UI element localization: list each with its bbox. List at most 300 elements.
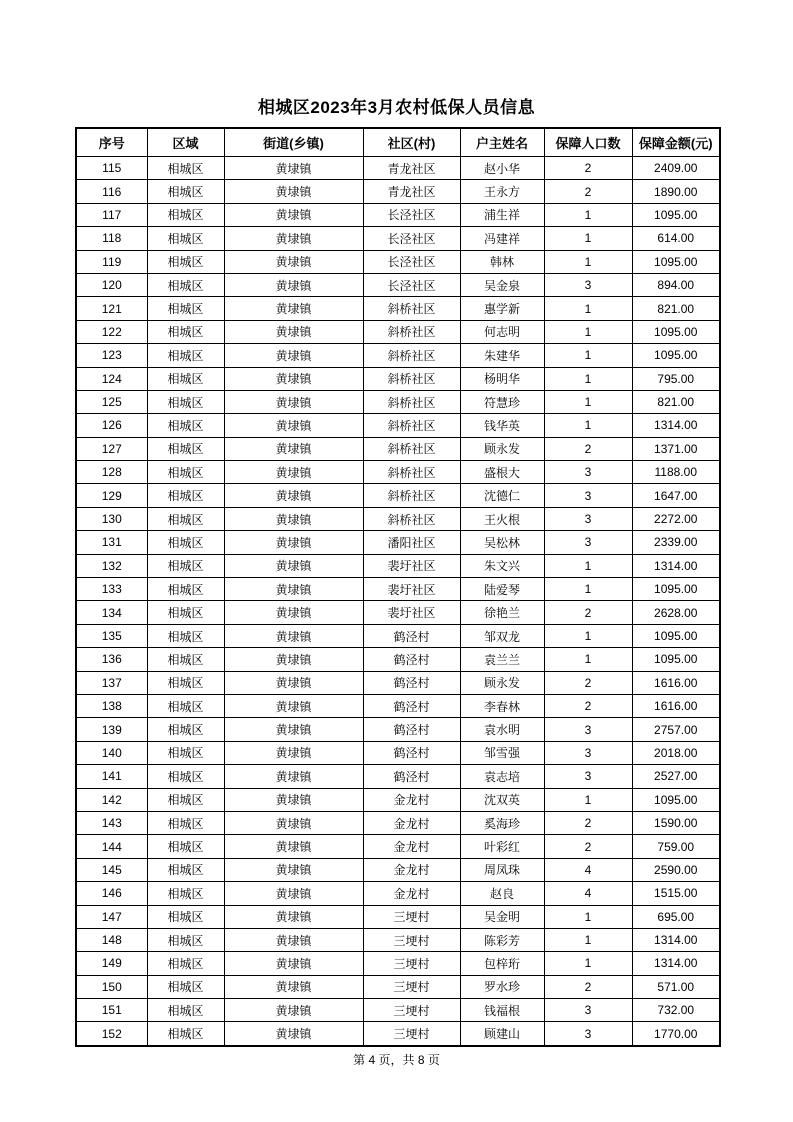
cell-village: 三埂村 bbox=[363, 928, 460, 951]
cell-village: 三埂村 bbox=[363, 905, 460, 928]
cell-village: 斜桥社区 bbox=[363, 344, 460, 367]
cell-town: 黄埭镇 bbox=[224, 578, 363, 601]
cell-region: 相城区 bbox=[147, 367, 224, 390]
cell-town: 黄埭镇 bbox=[224, 999, 363, 1022]
cell-amount: 1095.00 bbox=[632, 250, 720, 273]
cell-householder: 盛根大 bbox=[460, 461, 544, 484]
cell-householder: 沈双英 bbox=[460, 788, 544, 811]
cell-population: 1 bbox=[544, 390, 632, 413]
cell-seq: 121 bbox=[76, 297, 147, 320]
cell-town: 黄埭镇 bbox=[224, 273, 363, 296]
cell-region: 相城区 bbox=[147, 624, 224, 647]
cell-village: 鹤泾村 bbox=[363, 694, 460, 717]
cell-population: 2 bbox=[544, 180, 632, 203]
cell-amount: 1095.00 bbox=[632, 788, 720, 811]
cell-village: 斜桥社区 bbox=[363, 507, 460, 530]
cell-village: 金龙村 bbox=[363, 788, 460, 811]
cell-seq: 134 bbox=[76, 601, 147, 624]
cell-seq: 123 bbox=[76, 344, 147, 367]
table-row bbox=[76, 765, 720, 788]
cell-town: 黄埭镇 bbox=[224, 975, 363, 998]
cell-seq: 124 bbox=[76, 367, 147, 390]
cell-population: 3 bbox=[544, 741, 632, 764]
table-row bbox=[76, 835, 720, 858]
cell-seq: 140 bbox=[76, 741, 147, 764]
cell-region: 相城区 bbox=[147, 390, 224, 413]
cell-householder: 韩林 bbox=[460, 250, 544, 273]
cell-householder: 朱文兴 bbox=[460, 554, 544, 577]
cell-region: 相城区 bbox=[147, 835, 224, 858]
cell-village: 三埂村 bbox=[363, 975, 460, 998]
cell-town: 黄埭镇 bbox=[224, 227, 363, 250]
cell-amount: 1770.00 bbox=[632, 1022, 720, 1046]
table-row bbox=[76, 227, 720, 250]
cell-householder: 奚海珍 bbox=[460, 811, 544, 834]
cell-seq: 143 bbox=[76, 811, 147, 834]
cell-village: 裴圩社区 bbox=[363, 578, 460, 601]
cell-amount: 821.00 bbox=[632, 297, 720, 320]
cell-seq: 127 bbox=[76, 437, 147, 460]
table-row bbox=[76, 811, 720, 834]
cell-region: 相城区 bbox=[147, 414, 224, 437]
cell-amount: 1616.00 bbox=[632, 671, 720, 694]
cell-population: 3 bbox=[544, 999, 632, 1022]
cell-seq: 142 bbox=[76, 788, 147, 811]
cell-amount: 1188.00 bbox=[632, 461, 720, 484]
cell-village: 鹤泾村 bbox=[363, 765, 460, 788]
cell-region: 相城区 bbox=[147, 531, 224, 554]
cell-amount: 1590.00 bbox=[632, 811, 720, 834]
cell-region: 相城区 bbox=[147, 461, 224, 484]
cell-seq: 119 bbox=[76, 250, 147, 273]
column-header-population: 保障人口数 bbox=[544, 128, 632, 157]
cell-amount: 614.00 bbox=[632, 227, 720, 250]
cell-population: 4 bbox=[544, 858, 632, 881]
cell-town: 黄埭镇 bbox=[224, 367, 363, 390]
cell-region: 相城区 bbox=[147, 554, 224, 577]
cell-village: 斜桥社区 bbox=[363, 297, 460, 320]
cell-amount: 1095.00 bbox=[632, 648, 720, 671]
cell-population: 3 bbox=[544, 765, 632, 788]
cell-region: 相城区 bbox=[147, 999, 224, 1022]
cell-village: 鹤泾村 bbox=[363, 648, 460, 671]
cell-village: 长泾社区 bbox=[363, 250, 460, 273]
cell-village: 长泾社区 bbox=[363, 273, 460, 296]
table-row bbox=[76, 297, 720, 320]
table-header-row bbox=[76, 128, 720, 157]
cell-seq: 145 bbox=[76, 858, 147, 881]
cell-town: 黄埭镇 bbox=[224, 344, 363, 367]
cell-population: 3 bbox=[544, 1022, 632, 1046]
cell-seq: 129 bbox=[76, 484, 147, 507]
cell-village: 斜桥社区 bbox=[363, 414, 460, 437]
cell-householder: 沈德仁 bbox=[460, 484, 544, 507]
cell-region: 相城区 bbox=[147, 858, 224, 881]
cell-town: 黄埭镇 bbox=[224, 437, 363, 460]
cell-population: 1 bbox=[544, 554, 632, 577]
cell-amount: 1647.00 bbox=[632, 484, 720, 507]
cell-town: 黄埭镇 bbox=[224, 741, 363, 764]
cell-population: 3 bbox=[544, 507, 632, 530]
cell-region: 相城区 bbox=[147, 157, 224, 180]
cell-town: 黄埭镇 bbox=[224, 765, 363, 788]
cell-amount: 1515.00 bbox=[632, 882, 720, 905]
cell-village: 潘阳社区 bbox=[363, 531, 460, 554]
column-header-amount: 保障金额(元) bbox=[632, 128, 720, 157]
cell-town: 黄埭镇 bbox=[224, 531, 363, 554]
cell-population: 2 bbox=[544, 157, 632, 180]
cell-householder: 冯建祥 bbox=[460, 227, 544, 250]
cell-seq: 144 bbox=[76, 835, 147, 858]
cell-town: 黄埭镇 bbox=[224, 507, 363, 530]
table-row bbox=[76, 578, 720, 601]
cell-town: 黄埭镇 bbox=[224, 905, 363, 928]
cell-population: 3 bbox=[544, 531, 632, 554]
cell-seq: 133 bbox=[76, 578, 147, 601]
table-row bbox=[76, 461, 720, 484]
cell-village: 金龙村 bbox=[363, 858, 460, 881]
cell-town: 黄埭镇 bbox=[224, 694, 363, 717]
cell-town: 黄埭镇 bbox=[224, 320, 363, 343]
cell-seq: 147 bbox=[76, 905, 147, 928]
cell-amount: 821.00 bbox=[632, 390, 720, 413]
table-row bbox=[76, 531, 720, 554]
cell-seq: 126 bbox=[76, 414, 147, 437]
cell-population: 2 bbox=[544, 671, 632, 694]
table-row bbox=[76, 694, 720, 717]
cell-householder: 袁兰兰 bbox=[460, 648, 544, 671]
column-header-village: 社区(村) bbox=[363, 128, 460, 157]
table-body bbox=[76, 157, 720, 1046]
cell-seq: 146 bbox=[76, 882, 147, 905]
cell-region: 相城区 bbox=[147, 203, 224, 226]
cell-village: 青龙社区 bbox=[363, 157, 460, 180]
table-row bbox=[76, 437, 720, 460]
table-row bbox=[76, 882, 720, 905]
column-header-householder: 户主姓名 bbox=[460, 128, 544, 157]
cell-amount: 2590.00 bbox=[632, 858, 720, 881]
cell-amount: 1095.00 bbox=[632, 624, 720, 647]
table-row bbox=[76, 999, 720, 1022]
cell-village: 青龙社区 bbox=[363, 180, 460, 203]
cell-village: 长泾社区 bbox=[363, 203, 460, 226]
cell-village: 斜桥社区 bbox=[363, 461, 460, 484]
cell-town: 黄埭镇 bbox=[224, 952, 363, 975]
cell-town: 黄埭镇 bbox=[224, 1022, 363, 1046]
cell-village: 斜桥社区 bbox=[363, 390, 460, 413]
table-row bbox=[76, 928, 720, 951]
cell-householder: 邹雪强 bbox=[460, 741, 544, 764]
cell-town: 黄埭镇 bbox=[224, 250, 363, 273]
cell-seq: 131 bbox=[76, 531, 147, 554]
cell-population: 1 bbox=[544, 320, 632, 343]
cell-seq: 122 bbox=[76, 320, 147, 343]
cell-region: 相城区 bbox=[147, 741, 224, 764]
cell-village: 金龙村 bbox=[363, 882, 460, 905]
cell-seq: 116 bbox=[76, 180, 147, 203]
table-row bbox=[76, 367, 720, 390]
cell-region: 相城区 bbox=[147, 952, 224, 975]
table-row bbox=[76, 320, 720, 343]
cell-amount: 2757.00 bbox=[632, 718, 720, 741]
cell-householder: 袁水明 bbox=[460, 718, 544, 741]
cell-region: 相城区 bbox=[147, 905, 224, 928]
cell-amount: 2272.00 bbox=[632, 507, 720, 530]
cell-population: 4 bbox=[544, 882, 632, 905]
cell-amount: 2409.00 bbox=[632, 157, 720, 180]
cell-householder: 赵良 bbox=[460, 882, 544, 905]
cell-village: 金龙村 bbox=[363, 835, 460, 858]
cell-region: 相城区 bbox=[147, 180, 224, 203]
cell-village: 斜桥社区 bbox=[363, 484, 460, 507]
cell-region: 相城区 bbox=[147, 975, 224, 998]
welfare-table bbox=[75, 127, 721, 1047]
cell-seq: 152 bbox=[76, 1022, 147, 1046]
cell-population: 1 bbox=[544, 297, 632, 320]
cell-town: 黄埭镇 bbox=[224, 928, 363, 951]
cell-seq: 115 bbox=[76, 157, 147, 180]
cell-village: 三埂村 bbox=[363, 952, 460, 975]
cell-seq: 151 bbox=[76, 999, 147, 1022]
cell-village: 鹤泾村 bbox=[363, 718, 460, 741]
cell-region: 相城区 bbox=[147, 601, 224, 624]
cell-amount: 732.00 bbox=[632, 999, 720, 1022]
table-row bbox=[76, 624, 720, 647]
cell-householder: 朱建华 bbox=[460, 344, 544, 367]
cell-amount: 571.00 bbox=[632, 975, 720, 998]
cell-town: 黄埭镇 bbox=[224, 180, 363, 203]
cell-seq: 135 bbox=[76, 624, 147, 647]
cell-region: 相城区 bbox=[147, 273, 224, 296]
cell-population: 2 bbox=[544, 811, 632, 834]
cell-village: 斜桥社区 bbox=[363, 437, 460, 460]
table-row bbox=[76, 484, 720, 507]
cell-seq: 117 bbox=[76, 203, 147, 226]
cell-region: 相城区 bbox=[147, 250, 224, 273]
cell-region: 相城区 bbox=[147, 297, 224, 320]
cell-householder: 顾建山 bbox=[460, 1022, 544, 1046]
table-row bbox=[76, 718, 720, 741]
cell-householder: 袁志培 bbox=[460, 765, 544, 788]
cell-amount: 1890.00 bbox=[632, 180, 720, 203]
cell-village: 斜桥社区 bbox=[363, 320, 460, 343]
cell-village: 裴圩社区 bbox=[363, 554, 460, 577]
cell-seq: 141 bbox=[76, 765, 147, 788]
column-header-town: 街道(乡镇) bbox=[224, 128, 363, 157]
table-row bbox=[76, 180, 720, 203]
cell-amount: 2339.00 bbox=[632, 531, 720, 554]
cell-householder: 吴松林 bbox=[460, 531, 544, 554]
cell-seq: 128 bbox=[76, 461, 147, 484]
cell-region: 相城区 bbox=[147, 788, 224, 811]
cell-region: 相城区 bbox=[147, 344, 224, 367]
cell-amount: 1314.00 bbox=[632, 928, 720, 951]
cell-population: 1 bbox=[544, 624, 632, 647]
cell-amount: 1314.00 bbox=[632, 414, 720, 437]
cell-householder: 惠学新 bbox=[460, 297, 544, 320]
cell-householder: 吴金泉 bbox=[460, 273, 544, 296]
cell-amount: 1616.00 bbox=[632, 694, 720, 717]
cell-population: 2 bbox=[544, 835, 632, 858]
cell-region: 相城区 bbox=[147, 320, 224, 343]
cell-region: 相城区 bbox=[147, 882, 224, 905]
page-number: 第 4 页，共 8 页 bbox=[353, 1053, 440, 1067]
cell-amount: 1095.00 bbox=[632, 203, 720, 226]
table-row bbox=[76, 905, 720, 928]
cell-town: 黄埭镇 bbox=[224, 882, 363, 905]
table-row bbox=[76, 157, 720, 180]
cell-amount: 1314.00 bbox=[632, 554, 720, 577]
table-row bbox=[76, 952, 720, 975]
cell-householder: 罗水珍 bbox=[460, 975, 544, 998]
cell-amount: 1095.00 bbox=[632, 578, 720, 601]
cell-householder: 杨明华 bbox=[460, 367, 544, 390]
cell-householder: 符慧珍 bbox=[460, 390, 544, 413]
cell-town: 黄埭镇 bbox=[224, 484, 363, 507]
cell-householder: 李春林 bbox=[460, 694, 544, 717]
table-row bbox=[76, 741, 720, 764]
table-row bbox=[76, 344, 720, 367]
cell-householder: 包梓珩 bbox=[460, 952, 544, 975]
cell-seq: 149 bbox=[76, 952, 147, 975]
cell-village: 三埂村 bbox=[363, 1022, 460, 1046]
cell-seq: 139 bbox=[76, 718, 147, 741]
cell-region: 相城区 bbox=[147, 227, 224, 250]
cell-population: 1 bbox=[544, 367, 632, 390]
cell-amount: 759.00 bbox=[632, 835, 720, 858]
cell-region: 相城区 bbox=[147, 928, 224, 951]
cell-population: 1 bbox=[544, 952, 632, 975]
cell-region: 相城区 bbox=[147, 648, 224, 671]
cell-village: 裴圩社区 bbox=[363, 601, 460, 624]
cell-population: 3 bbox=[544, 718, 632, 741]
cell-village: 金龙村 bbox=[363, 811, 460, 834]
cell-householder: 陈彩芳 bbox=[460, 928, 544, 951]
cell-town: 黄埭镇 bbox=[224, 624, 363, 647]
cell-region: 相城区 bbox=[147, 507, 224, 530]
table-row bbox=[76, 975, 720, 998]
cell-population: 3 bbox=[544, 461, 632, 484]
cell-village: 长泾社区 bbox=[363, 227, 460, 250]
cell-town: 黄埭镇 bbox=[224, 858, 363, 881]
cell-town: 黄埭镇 bbox=[224, 788, 363, 811]
cell-householder: 钱福根 bbox=[460, 999, 544, 1022]
cell-seq: 118 bbox=[76, 227, 147, 250]
cell-householder: 顾永发 bbox=[460, 671, 544, 694]
cell-amount: 1371.00 bbox=[632, 437, 720, 460]
cell-town: 黄埭镇 bbox=[224, 718, 363, 741]
cell-region: 相城区 bbox=[147, 811, 224, 834]
cell-householder: 钱华英 bbox=[460, 414, 544, 437]
table-header bbox=[76, 128, 720, 157]
cell-seq: 136 bbox=[76, 648, 147, 671]
cell-population: 1 bbox=[544, 344, 632, 367]
table-row bbox=[76, 250, 720, 273]
cell-householder: 赵小华 bbox=[460, 157, 544, 180]
cell-region: 相城区 bbox=[147, 765, 224, 788]
cell-region: 相城区 bbox=[147, 671, 224, 694]
table-row bbox=[76, 390, 720, 413]
cell-town: 黄埭镇 bbox=[224, 554, 363, 577]
cell-amount: 1095.00 bbox=[632, 320, 720, 343]
cell-seq: 132 bbox=[76, 554, 147, 577]
cell-population: 1 bbox=[544, 250, 632, 273]
cell-seq: 130 bbox=[76, 507, 147, 530]
cell-householder: 王火根 bbox=[460, 507, 544, 530]
cell-region: 相城区 bbox=[147, 694, 224, 717]
cell-amount: 2018.00 bbox=[632, 741, 720, 764]
cell-seq: 125 bbox=[76, 390, 147, 413]
cell-seq: 150 bbox=[76, 975, 147, 998]
cell-amount: 2527.00 bbox=[632, 765, 720, 788]
table-row bbox=[76, 671, 720, 694]
cell-population: 3 bbox=[544, 484, 632, 507]
cell-population: 2 bbox=[544, 437, 632, 460]
column-header-seq: 序号 bbox=[76, 128, 147, 157]
table-row bbox=[76, 1022, 720, 1046]
cell-householder: 浦生祥 bbox=[460, 203, 544, 226]
cell-village: 斜桥社区 bbox=[363, 367, 460, 390]
cell-seq: 120 bbox=[76, 273, 147, 296]
cell-population: 2 bbox=[544, 975, 632, 998]
cell-householder: 邹双龙 bbox=[460, 624, 544, 647]
cell-region: 相城区 bbox=[147, 718, 224, 741]
cell-householder: 陆爱琴 bbox=[460, 578, 544, 601]
cell-region: 相城区 bbox=[147, 1022, 224, 1046]
cell-town: 黄埭镇 bbox=[224, 157, 363, 180]
cell-village: 鹤泾村 bbox=[363, 671, 460, 694]
cell-population: 1 bbox=[544, 203, 632, 226]
cell-town: 黄埭镇 bbox=[224, 390, 363, 413]
cell-population: 2 bbox=[544, 601, 632, 624]
cell-population: 3 bbox=[544, 273, 632, 296]
cell-population: 1 bbox=[544, 227, 632, 250]
cell-householder: 王永方 bbox=[460, 180, 544, 203]
cell-town: 黄埭镇 bbox=[224, 601, 363, 624]
table-row bbox=[76, 601, 720, 624]
cell-population: 1 bbox=[544, 578, 632, 601]
cell-householder: 吴金明 bbox=[460, 905, 544, 928]
cell-town: 黄埭镇 bbox=[224, 461, 363, 484]
table-row bbox=[76, 507, 720, 530]
cell-region: 相城区 bbox=[147, 578, 224, 601]
cell-amount: 894.00 bbox=[632, 273, 720, 296]
table-row bbox=[76, 648, 720, 671]
column-header-region: 区域 bbox=[147, 128, 224, 157]
table-row bbox=[76, 273, 720, 296]
cell-householder: 徐艳兰 bbox=[460, 601, 544, 624]
cell-seq: 138 bbox=[76, 694, 147, 717]
cell-amount: 1095.00 bbox=[632, 344, 720, 367]
table-row bbox=[76, 414, 720, 437]
cell-amount: 2628.00 bbox=[632, 601, 720, 624]
cell-population: 1 bbox=[544, 905, 632, 928]
cell-village: 鹤泾村 bbox=[363, 624, 460, 647]
page-title: 相城区2023年3月农村低保人员信息 bbox=[257, 98, 536, 117]
table-row bbox=[76, 554, 720, 577]
cell-amount: 1314.00 bbox=[632, 952, 720, 975]
cell-town: 黄埭镇 bbox=[224, 648, 363, 671]
table-row bbox=[76, 858, 720, 881]
cell-population: 1 bbox=[544, 648, 632, 671]
cell-population: 1 bbox=[544, 928, 632, 951]
cell-amount: 795.00 bbox=[632, 367, 720, 390]
cell-householder: 顾永发 bbox=[460, 437, 544, 460]
cell-town: 黄埭镇 bbox=[224, 671, 363, 694]
cell-amount: 695.00 bbox=[632, 905, 720, 928]
cell-householder: 叶彩红 bbox=[460, 835, 544, 858]
cell-town: 黄埭镇 bbox=[224, 297, 363, 320]
